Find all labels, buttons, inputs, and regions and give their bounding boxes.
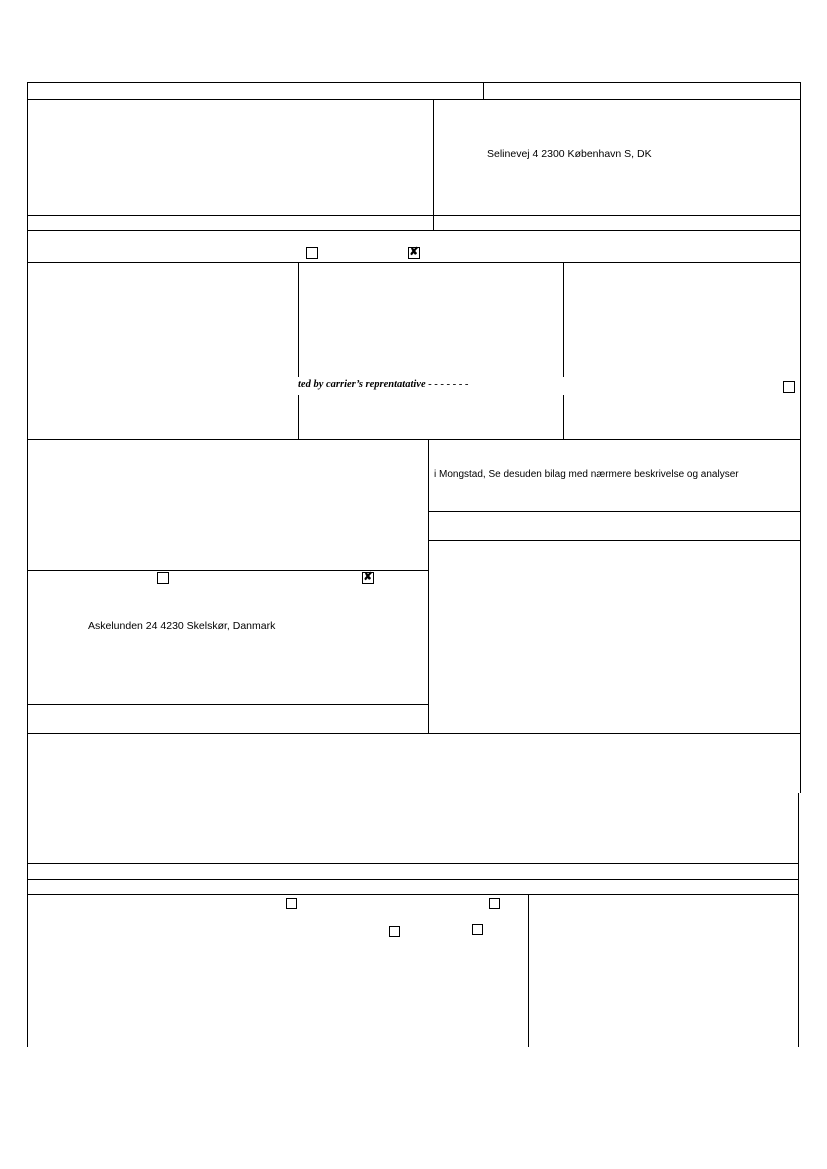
header-row-divider xyxy=(27,99,801,100)
section-divider xyxy=(27,894,798,895)
checkbox-block-right[interactable] xyxy=(783,381,795,393)
section-divider xyxy=(27,733,801,734)
column-divider xyxy=(563,262,564,439)
consignee-address: Askelunden 24 4230 Skelskør, Danmark xyxy=(88,620,276,632)
form-left-border xyxy=(27,82,28,1047)
form-right-border xyxy=(800,82,801,793)
checkbox-row1-option-b[interactable] xyxy=(408,247,420,259)
carrier-address: Selinevej 4 2300 København S, DK xyxy=(487,148,652,160)
checkbox-row1-option-a[interactable] xyxy=(306,247,318,259)
checkbox-bottom-a[interactable] xyxy=(286,898,297,909)
column-divider xyxy=(433,99,434,230)
check-mark-icon: ✘ xyxy=(409,246,419,258)
column-divider xyxy=(428,439,429,733)
signature-note: ted by carrier’s reprentatative - - - - - - - xyxy=(298,379,469,390)
line-gap xyxy=(561,377,567,395)
goods-description: i Mongstad, Se desuden bilag med nærmere beskrivelse og analyser xyxy=(434,469,739,480)
section-divider xyxy=(27,230,801,231)
checkbox-bottom-b[interactable] xyxy=(489,898,500,909)
header-column-divider xyxy=(483,82,484,99)
section-divider xyxy=(27,215,801,216)
section-divider xyxy=(27,439,801,440)
section-divider xyxy=(27,262,801,263)
column-divider xyxy=(528,894,529,1047)
section-divider xyxy=(428,511,801,512)
form-right-border xyxy=(798,793,799,1047)
section-divider xyxy=(27,704,428,705)
section-divider xyxy=(428,540,801,541)
checkbox-bottom-c[interactable] xyxy=(389,926,400,937)
section-divider xyxy=(27,863,798,864)
check-mark-icon: ✘ xyxy=(363,571,373,583)
section-divider xyxy=(27,879,798,880)
column-divider xyxy=(298,262,299,439)
checkbox-bottom-d[interactable] xyxy=(472,924,483,935)
form-top-border xyxy=(27,82,801,83)
checkbox-recipient-option-b[interactable] xyxy=(362,572,374,584)
checkbox-recipient-option-a[interactable] xyxy=(157,572,169,584)
